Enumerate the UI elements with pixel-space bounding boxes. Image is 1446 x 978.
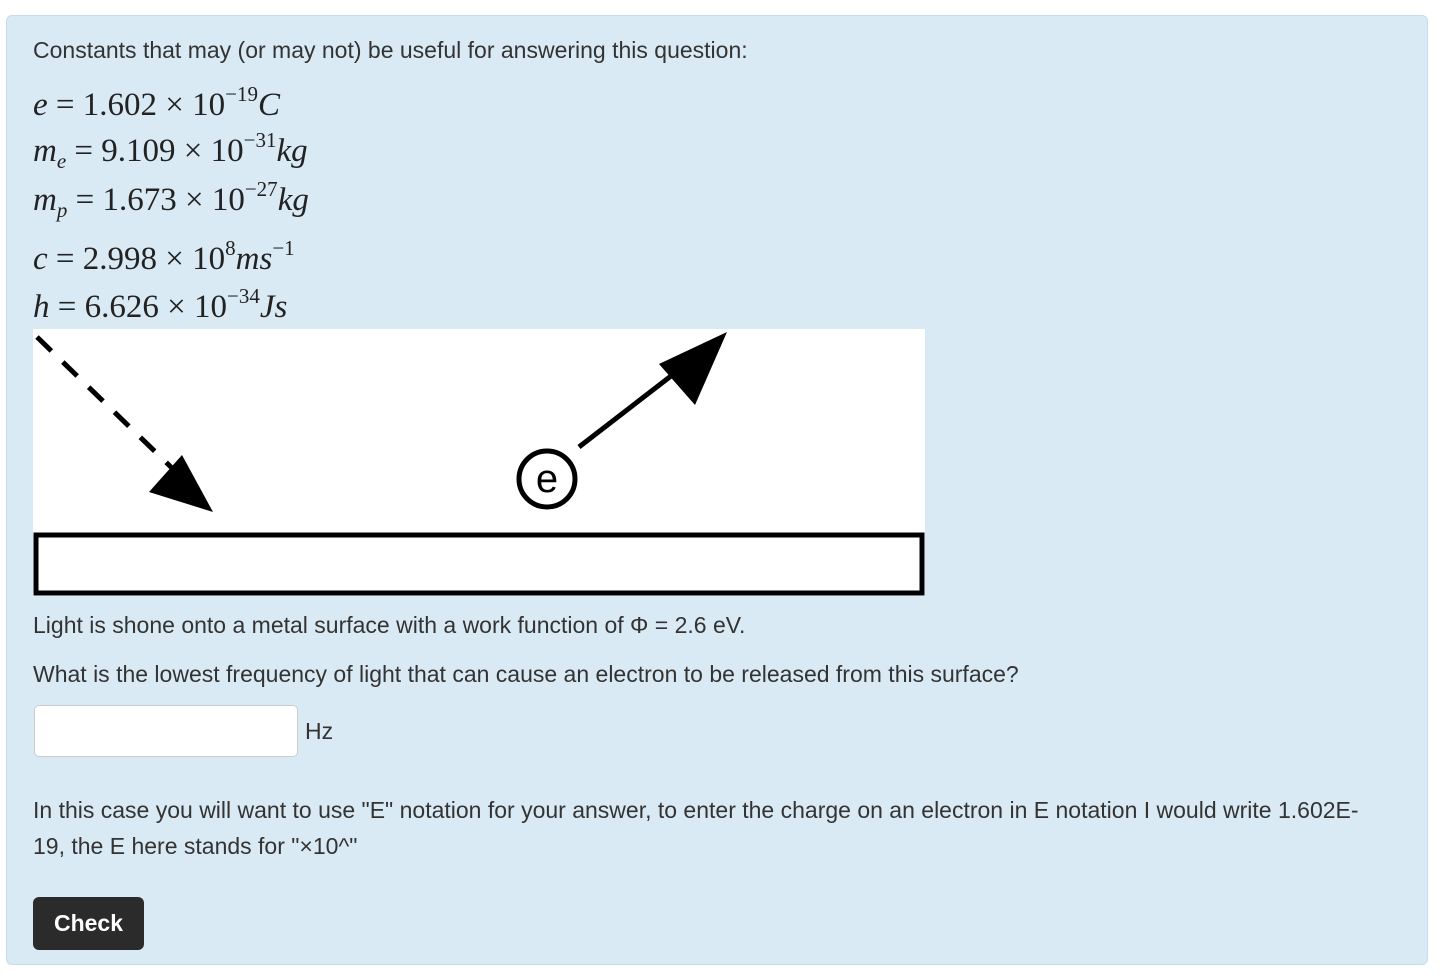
times-sign: ×: [167, 289, 186, 325]
constant-base: 10: [211, 182, 245, 218]
constant-unit: C: [258, 87, 281, 123]
constant-unit: Js: [259, 289, 288, 325]
notation-hint: In this case you will want to use "E" notation for your answer, to enter the charge on an electron in E notation I would write 1.602E-19, the E here stands for "×10^": [33, 797, 1359, 859]
electron-label: e: [535, 457, 559, 501]
constant-exponent: 8: [225, 236, 236, 260]
constant-exponent: −27: [244, 177, 278, 201]
metal-surface: [36, 535, 922, 593]
constant-base: 10: [194, 289, 227, 325]
constant-symbol: m: [33, 133, 57, 169]
constant-symbol: m: [33, 182, 57, 218]
constant-electron-mass: $m_e = 9.109 \times 10^{-31}kg$: [33, 128, 308, 173]
check-button[interactable]: Check: [33, 897, 144, 950]
constant-mantissa: 1.673: [102, 182, 177, 218]
answer-input[interactable]: [34, 705, 298, 757]
times-sign: ×: [184, 182, 204, 218]
constant-subscript: p: [56, 198, 68, 222]
constant-unit: kg: [276, 133, 308, 169]
question-prompt: What is the lowest frequency of light that can cause an electron to be released from this surface?: [33, 661, 1019, 687]
constant-symbol: h: [33, 289, 50, 325]
constant-base: 10: [192, 241, 226, 277]
constant-planck: $h = 6.626 \times 10^{-34}Js$: [33, 284, 288, 325]
photoelectric-diagram: [33, 329, 925, 596]
constant-electron-charge: $e = 1.602 \times 10^{-19}C$: [33, 82, 281, 123]
constant-exponent: −19: [225, 82, 258, 106]
electron-arrowhead-icon: [659, 332, 727, 405]
constant-exponent: −34: [227, 284, 260, 308]
photoelectric-svg: [33, 329, 925, 596]
constant-subscript: e: [56, 149, 67, 173]
constant-symbol: c: [33, 241, 48, 277]
incident-light-arrowhead-icon: [149, 455, 213, 512]
constant-unit: ms: [235, 241, 273, 277]
times-sign: ×: [165, 241, 184, 277]
constant-base: 10: [192, 87, 226, 123]
constant-mantissa: 1.602: [82, 87, 158, 123]
constant-mantissa: 9.109: [101, 133, 176, 169]
constant-proton-mass: $m_p = 1.673 \times 10^{-27}kg$: [33, 177, 309, 222]
answer-unit-label: Hz: [305, 718, 334, 744]
constants-intro: Constants that may (or may not) be useful for answering this question:: [33, 37, 748, 63]
unit-exponent: −1: [272, 236, 295, 260]
constant-mantissa: 2.998: [82, 241, 158, 277]
question-statement: Light is shone onto a metal surface with a work function of Φ = 2.6 eV.: [33, 612, 746, 638]
question-panel: [6, 15, 1428, 965]
constant-mantissa: 6.626: [84, 289, 159, 325]
times-sign: ×: [183, 133, 203, 169]
constant-unit: kg: [277, 182, 309, 218]
incident-light-ray: [37, 337, 173, 469]
constant-symbol: e: [33, 87, 48, 123]
times-sign: ×: [165, 87, 184, 123]
constant-speed-of-light: $c = 2.998 \times 10^8ms^{-1}$: [33, 236, 295, 277]
constant-base: 10: [210, 133, 244, 169]
constant-exponent: −31: [243, 128, 277, 152]
